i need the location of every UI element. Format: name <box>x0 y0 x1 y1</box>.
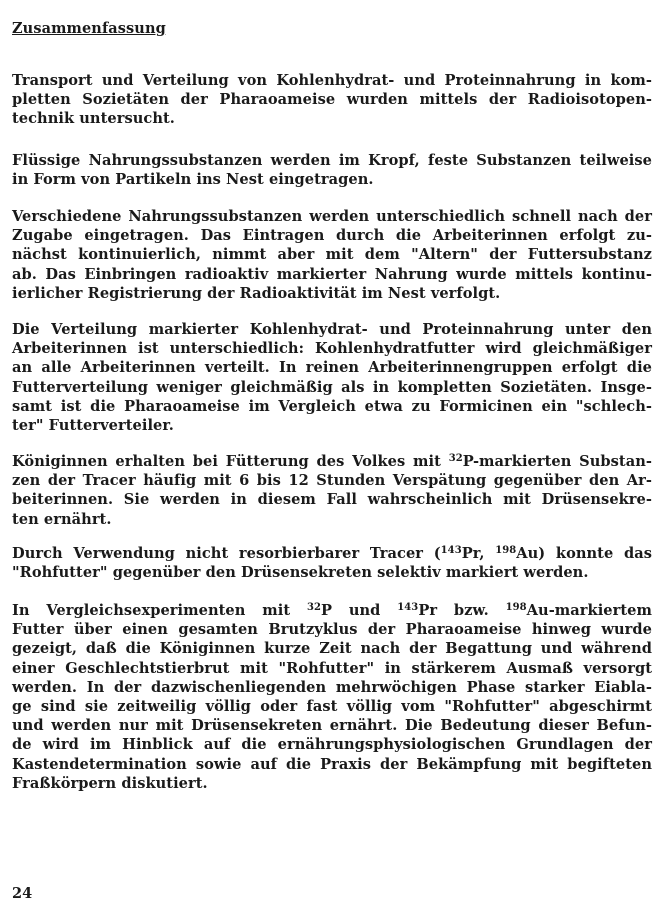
paragraph-line: technik untersucht. <box>12 110 175 128</box>
superscript: 143 <box>397 602 419 613</box>
paragraph-line: Futter über einen gesamten Brutzyklus der Pharaoameise hinweg wurde <box>12 621 652 639</box>
paragraph-line: zen der Tracer häufig mit 6 bis 12 Stunden Verspätung gegenüber den Ar- <box>12 472 652 490</box>
paragraph-line: pletten Sozietäten der Pharaoameise wurden mittels der Radioisotopen- <box>12 91 652 109</box>
paragraph-line: de wird im Hinblick auf die ernährungsphysiologischen Grundlagen der <box>12 736 652 754</box>
paragraph-line: Transport und Verteilung von Kohlenhydrat- und Proteinnahrung in kom- <box>12 72 652 89</box>
superscript: 198 <box>505 602 527 613</box>
paragraph-line: "Rohfutter" gegenüber den Drüsensekreten selektiv markiert werden. <box>12 564 589 582</box>
paragraph-line: ter" Futterverteiler. <box>12 417 174 435</box>
paragraph-line: Verschiedene Nahrungssubstanzen werden unterschiedlich schnell nach der <box>12 208 652 225</box>
paragraph-line: beiterinnen. Sie werden in diesem Fall wahrscheinlich mit Drüsensekre- <box>12 491 652 509</box>
superscript: 32 <box>306 602 321 613</box>
page-number: 24 <box>12 885 33 902</box>
superscript: 143 <box>440 545 462 556</box>
paragraph <box>12 452 652 529</box>
paragraph-line: Arbeiterinnen ist unterschiedlich: Kohlenhydratfutter wird gleichmäßiger <box>12 340 652 358</box>
paragraph <box>12 601 652 793</box>
superscript: 198 <box>495 545 517 556</box>
paragraph-line: gezeigt, daß die Königinnen kurze Zeit nach der Begattung und während <box>12 640 652 658</box>
paragraph-line: an alle Arbeiterinnen verteilt. In reinen Arbeiterinnengruppen erfolgt die <box>12 359 652 377</box>
paragraph-line: Durch Verwendung nicht resorbierbarer Tracer ($^{143}$Pr, $^{198}$Au) konnte das <box>12 545 653 562</box>
paragraph-line: in Form von Partikeln ins Nest eingetragen. <box>12 171 374 189</box>
paragraph-line: Königinnen erhalten bei Fütterung des Volkes mit $^{32}$P-markierten Substan- <box>12 453 652 470</box>
paragraph-line: Fraßkörpern diskutiert. <box>12 774 208 792</box>
paragraph-line: ab. Das Einbringen radioaktiv markierter Nahrung wurde mittels kontinu- <box>12 265 652 283</box>
paragraph-line: samt ist die Pharaoameise im Vergleich etwa zu Formicinen ein "schlech- <box>12 397 652 415</box>
paragraph-line: ten ernährt. <box>12 510 112 528</box>
paragraph-line: ge sind sie zeitweilig völlig oder fast völlig vom "Rohfutter" abgeschirmt <box>12 698 652 716</box>
paragraph-line: einer Geschlechtstierbrut mit "Rohfutter" in stärkerem Ausmaß versorgt <box>12 659 652 677</box>
section-heading: Zusammenfassung <box>12 20 166 37</box>
paragraph-line: Die Verteilung markierter Kohlenhydrat- und Proteinnahrung unter den <box>12 321 652 338</box>
paragraph-line: und werden nur mit Drüsensekreten ernährt. Die Bedeutung dieser Befun- <box>12 717 652 735</box>
paragraph <box>12 207 652 303</box>
paragraph <box>12 544 652 582</box>
paragraph <box>12 151 652 189</box>
paragraph-line: Kastendetermination sowie auf die Praxis der Bekämpfung mit begifteten <box>12 755 652 773</box>
paragraph-line: werden. In der dazwischenliegenden mehrwöchigen Phase starker Eiabla- <box>12 678 652 696</box>
paragraph-line: Zugabe eingetragen. Das Eintragen durch die Arbeiterinnen erfolgt zu- <box>12 227 652 245</box>
paragraph-line: Flüssige Nahrungssubstanzen werden im Kropf, feste Substanzen teilweise <box>12 152 652 169</box>
paragraph-line: nächst kontinuierlich, nimmt aber mit dem "Altern" der Futtersubstanz <box>12 246 652 264</box>
paragraph-line: ierlicher Registrierung der Radioaktivität im Nest verfolgt. <box>12 284 501 302</box>
paragraph-line: Futterverteilung weniger gleichmäßig als in kompletten Sozietäten. Insge- <box>12 378 652 396</box>
paragraph <box>12 71 652 129</box>
paragraph-line: In Vergleichsexperimenten mit $^{32}$P und $^{143}$Pr bzw. $^{198}$Au-markiertem <box>12 602 652 619</box>
superscript: 32 <box>448 453 463 464</box>
paragraph <box>12 320 652 435</box>
